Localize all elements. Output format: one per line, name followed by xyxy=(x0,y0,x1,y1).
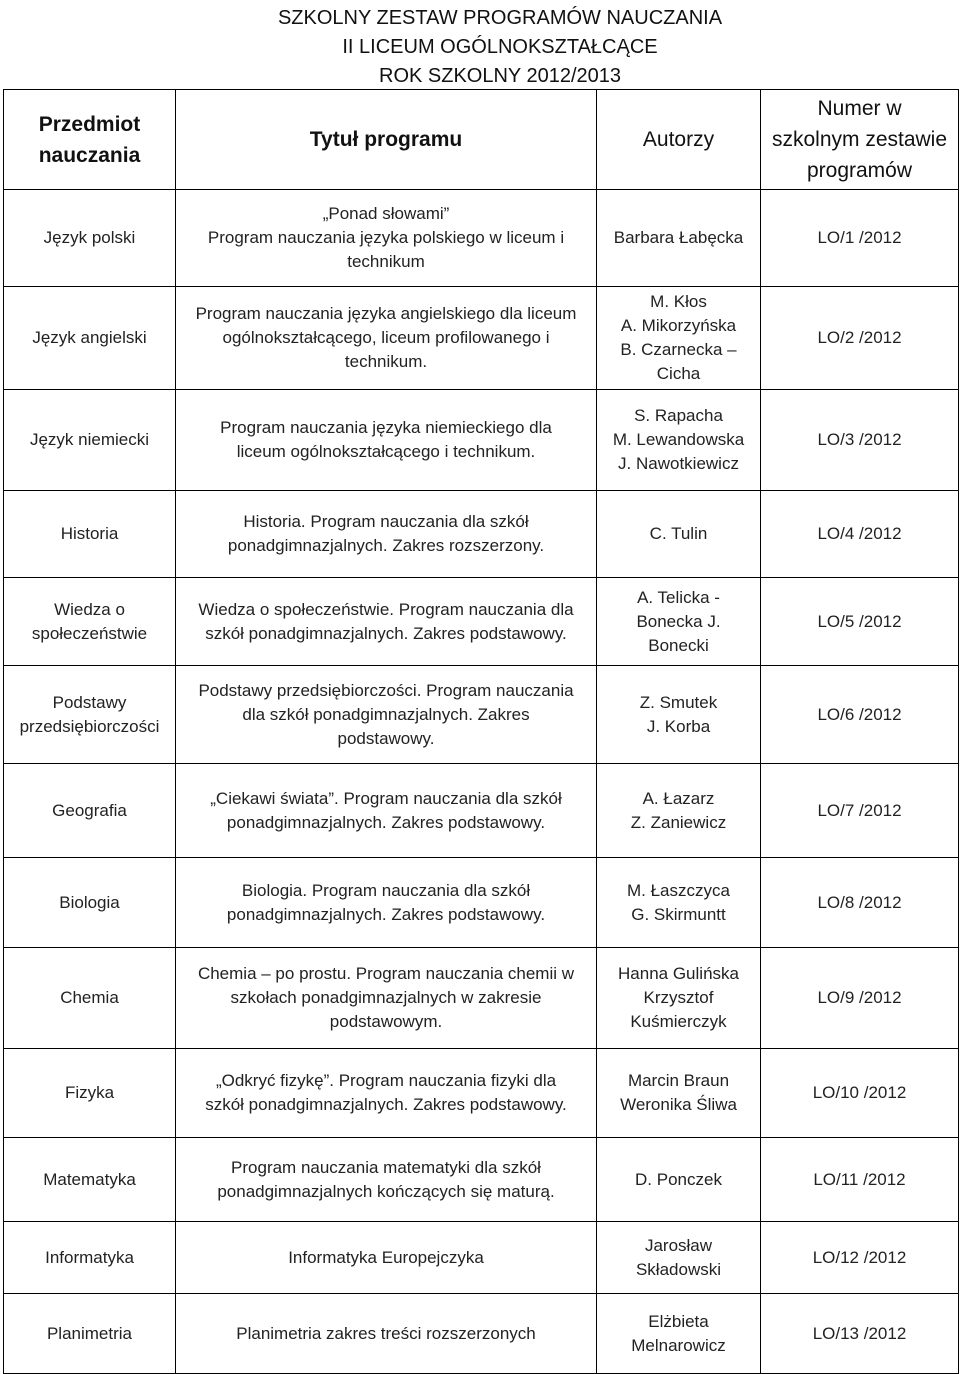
subject-cell: Matematyka xyxy=(4,1138,176,1222)
table-row xyxy=(4,1138,959,1222)
title-line-1: SZKOLNY ZESTAW PROGRAMÓW NAUCZANIA xyxy=(277,7,723,29)
number-cell: LO/4 /2012 xyxy=(761,491,959,578)
number-cell: LO/1 /2012 xyxy=(761,190,959,287)
table-row xyxy=(4,578,959,666)
subject-cell: Geografia xyxy=(4,764,176,858)
program-cell: Podstawy przedsiębiorczości. Program nauczania dla szkół ponadgimnazjalnych. Zakres podstawowy. xyxy=(176,666,597,764)
number-cell: LO/9 /2012 xyxy=(761,948,959,1049)
table-row xyxy=(4,1049,959,1138)
table-row xyxy=(4,390,959,491)
program-cell: Program nauczania języka niemieckiego dla liceum ogólnokształcącego i technikum. xyxy=(176,390,597,491)
subject-cell: Język polski xyxy=(4,190,176,287)
table-row xyxy=(4,1294,959,1374)
header-authors: Autorzy xyxy=(597,90,761,190)
subject-cell: Fizyka xyxy=(4,1049,176,1138)
subject-cell: Podstawy przedsiębiorczości xyxy=(4,666,176,764)
program-cell: Program nauczania języka angielskiego dla liceum ogólnokształcącego, liceum profilowanego i technikum. xyxy=(176,287,597,390)
authors-cell: Barbara Łabęcka xyxy=(597,190,761,287)
authors-cell: Marcin Braun Weronika Śliwa xyxy=(597,1049,761,1138)
program-cell: Wiedza o społeczeństwie. Program nauczania dla szkół ponadgimnazjalnych. Zakres podstawowy. xyxy=(176,578,597,666)
subject-cell: Biologia xyxy=(4,858,176,948)
subject-cell: Język angielski xyxy=(4,287,176,390)
subject-cell: Planimetria xyxy=(4,1294,176,1374)
table-row xyxy=(4,287,959,390)
header-subject: Przedmiot nauczania xyxy=(4,90,176,190)
header-number: Numer w szkolnym zestawie programów xyxy=(761,90,959,190)
authors-cell: S. Rapacha M. Lewandowska J. Nawotkiewicz xyxy=(597,390,761,491)
program-cell: Program nauczania matematyki dla szkół ponadgimnazjalnych kończących się maturą. xyxy=(176,1138,597,1222)
program-cell: Informatyka Europejczyka xyxy=(176,1222,597,1294)
header-title: Tytuł programu xyxy=(176,90,597,190)
header-row xyxy=(4,90,959,190)
authors-cell: Z. Smutek J. Korba xyxy=(597,666,761,764)
table-row xyxy=(4,1222,959,1294)
number-cell: LO/7 /2012 xyxy=(761,764,959,858)
number-cell: LO/10 /2012 xyxy=(761,1049,959,1138)
authors-cell: A. Łazarz Z. Zaniewicz xyxy=(597,764,761,858)
program-cell: Planimetria zakres treści rozszerzonych xyxy=(176,1294,597,1374)
program-cell: Biologia. Program nauczania dla szkół ponadgimnazjalnych. Zakres podstawowy. xyxy=(176,858,597,948)
number-cell: LO/3 /2012 xyxy=(761,390,959,491)
authors-cell: A. Telicka - Bonecka J. Bonecki xyxy=(597,578,761,666)
authors-cell: M. Kłos A. Mikorzyńska B. Czarnecka – Cicha xyxy=(597,287,761,390)
number-cell: LO/12 /2012 xyxy=(761,1222,959,1294)
table-row xyxy=(4,491,959,578)
subject-cell: Chemia xyxy=(4,948,176,1049)
subject-cell: Język niemiecki xyxy=(4,390,176,491)
authors-cell: Jarosław Składowski xyxy=(597,1222,761,1294)
program-cell: Chemia – po prostu. Program nauczania chemii w szkołach ponadgimnazjalnych w zakresie podstawowym. xyxy=(176,948,597,1049)
number-cell: LO/5 /2012 xyxy=(761,578,959,666)
table-row xyxy=(4,190,959,287)
program-cell: Historia. Program nauczania dla szkół ponadgimnazjalnych. Zakres rozszerzony. xyxy=(176,491,597,578)
number-cell: LO/13 /2012 xyxy=(761,1294,959,1374)
title-line-2: II LICEUM OGÓLNOKSZTAŁCĄCE xyxy=(342,36,658,58)
number-cell: LO/2 /2012 xyxy=(761,287,959,390)
document-title xyxy=(210,4,790,91)
table-row xyxy=(4,764,959,858)
program-cell: „Ponad słowami” Program nauczania języka polskiego w liceum i technikum xyxy=(176,190,597,287)
program-cell: „Ciekawi świata”. Program nauczania dla szkół ponadgimnazjalnych. Zakres podstawowy. xyxy=(176,764,597,858)
table-row xyxy=(4,858,959,948)
authors-cell: M. Łaszczyca G. Skirmuntt xyxy=(597,858,761,948)
table-row xyxy=(4,948,959,1049)
program-cell: „Odkryć fizykę”. Program nauczania fizyki dla szkół ponadgimnazjalnych. Zakres podstawowy. xyxy=(176,1049,597,1138)
authors-cell: C. Tulin xyxy=(597,491,761,578)
title-line-3: ROK SZKOLNY 2012/2013 xyxy=(379,65,621,87)
authors-cell: Elżbieta Melnarowicz xyxy=(597,1294,761,1374)
number-cell: LO/8 /2012 xyxy=(761,858,959,948)
subject-cell: Historia xyxy=(4,491,176,578)
subject-cell: Informatyka xyxy=(4,1222,176,1294)
program-table xyxy=(3,89,959,1374)
number-cell: LO/6 /2012 xyxy=(761,666,959,764)
subject-cell: Wiedza o społeczeństwie xyxy=(4,578,176,666)
number-cell: LO/11 /2012 xyxy=(761,1138,959,1222)
table-row xyxy=(4,666,959,764)
authors-cell: Hanna Gulińska Krzysztof Kuśmierczyk xyxy=(597,948,761,1049)
authors-cell: D. Ponczek xyxy=(597,1138,761,1222)
